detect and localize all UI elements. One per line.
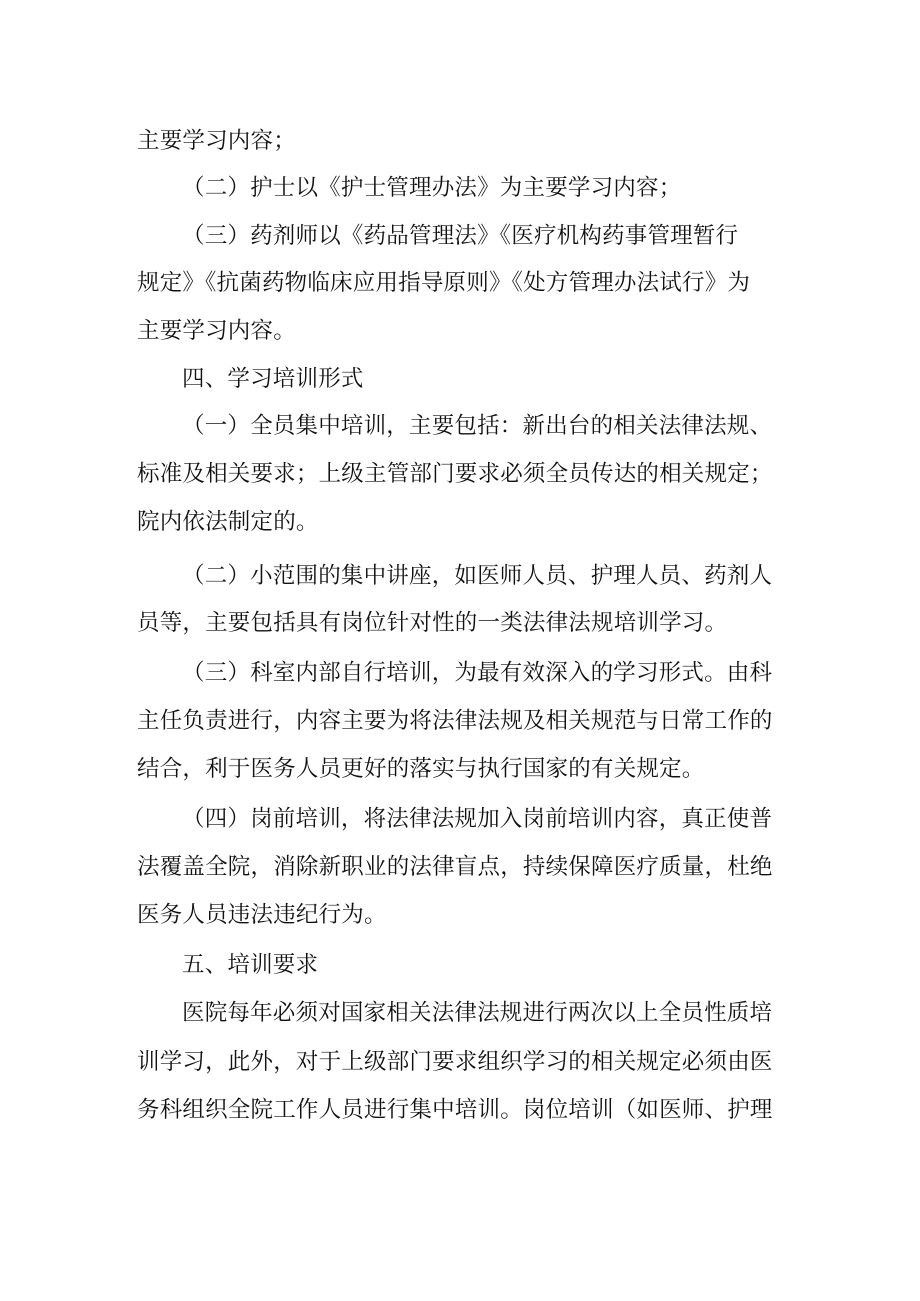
text-line: 主要学习内容； <box>137 128 296 154</box>
text-line: （四）岗前培训，将法律法规加入岗前培训内容，真正使普 <box>182 806 773 832</box>
section-heading: 四、学习培训形式 <box>182 366 364 392</box>
text-line: （二）护士以《护士管理办法》为主要学习内容； <box>182 175 682 201</box>
text-line: 主任负责进行，内容主要为将法律法规及相关规范与日常工作的 <box>137 708 773 734</box>
text-line: （三）科室内部自行培训，为最有效深入的学习形式。由科 <box>182 660 773 686</box>
text-line: 标准及相关要求；上级主管部门要求必须全员传达的相关规定； <box>137 461 773 487</box>
text-line: 结合，利于医务人员更好的落实与执行国家的有关规定。 <box>137 756 705 782</box>
text-line: 医务人员违法违纪行为。 <box>137 902 387 928</box>
text-line: 法覆盖全院，消除新职业的法律盲点，持续保障医疗质量，杜绝 <box>137 854 773 880</box>
text-line: （一）全员集中培训，主要包括：新出台的相关法律法规、 <box>182 413 773 439</box>
text-line: （三）药剂师以《药品管理法》《医疗机构药事管理暂行 <box>182 223 739 249</box>
section-heading: 五、培训要求 <box>182 952 319 978</box>
text-line: 员等，主要包括具有岗位针对性的一类法律法规培训学习。 <box>137 610 728 636</box>
text-line: 训学习，此外，对于上级部门要求组织学习的相关规定必须由医 <box>137 1049 773 1075</box>
text-line: 院内依法制定的。 <box>137 509 319 535</box>
text-line: 务科组织全院工作人员进行集中培训。岗位培训（如医师、护理 <box>137 1097 773 1123</box>
text-line: 医院每年必须对国家相关法律法规进行两次以上全员性质培 <box>182 1000 773 1026</box>
text-line: 规定》《抗菌药物临床应用指导原则》《处方管理办法试行》为 <box>137 270 751 296</box>
text-line: 主要学习内容。 <box>137 318 296 344</box>
text-line: （二）小范围的集中讲座，如医师人员、护理人员、药剂人 <box>182 563 773 589</box>
